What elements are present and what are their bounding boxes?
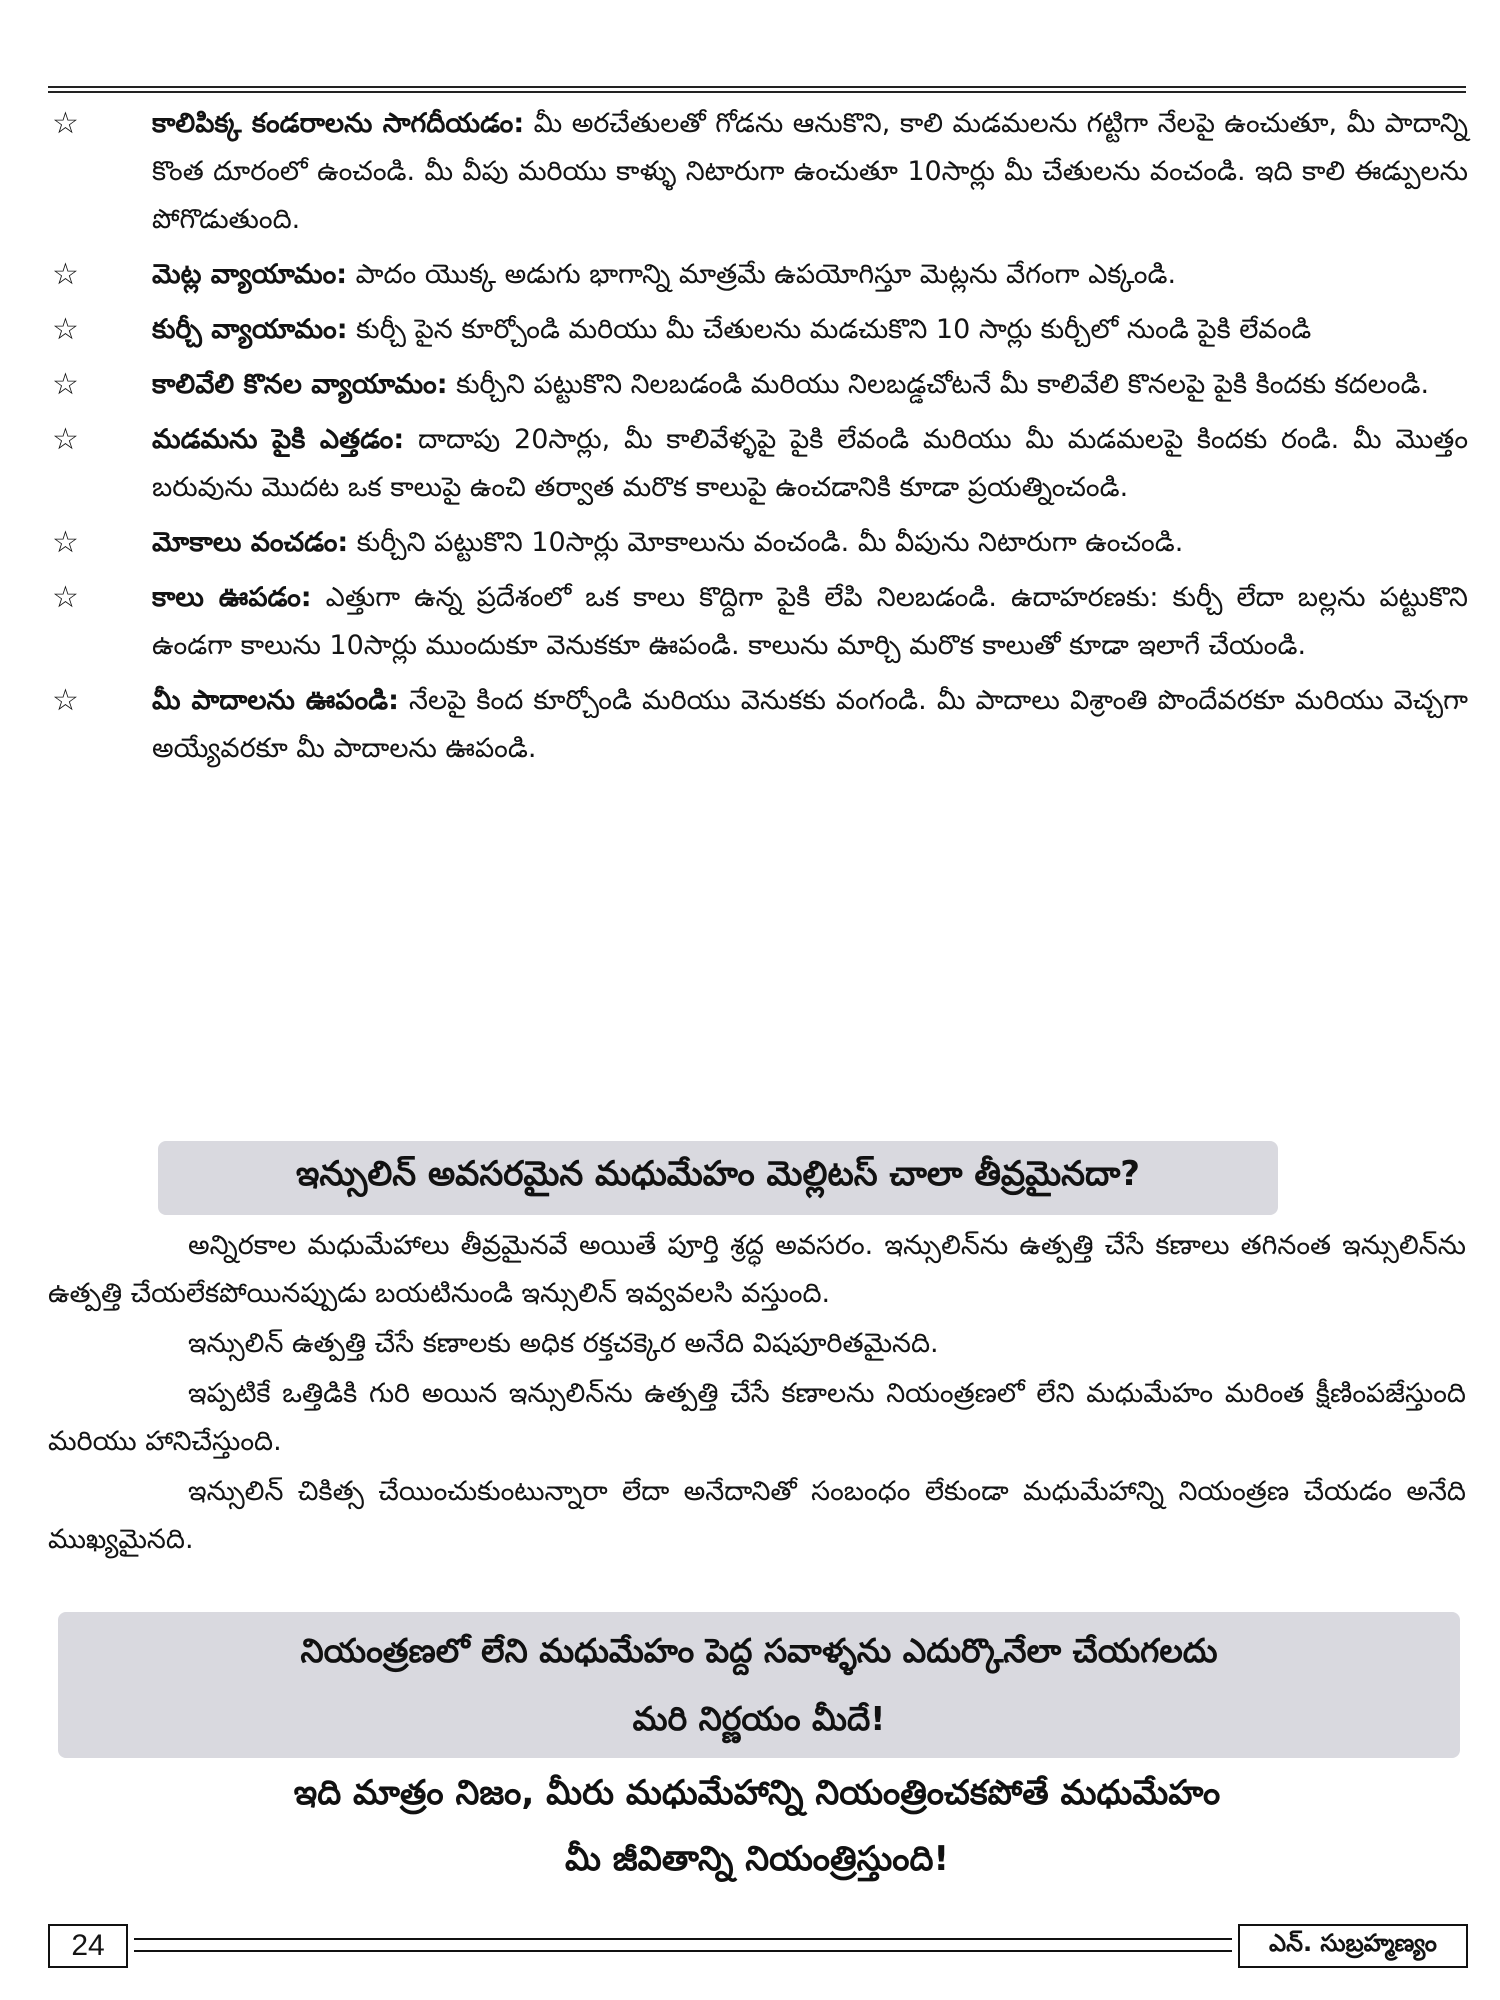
list-item-text	[152, 677, 1468, 773]
list-item	[48, 574, 1468, 670]
list-item-text	[152, 361, 1468, 409]
exercise-description: కుర్చీని పట్టుకొని 10సార్లు మోకాలును వంచండి. మీ వీపును నిటారుగా ఉంచండి.	[348, 527, 1184, 558]
list-item-text	[152, 306, 1468, 354]
paragraph: ఇన్సులిన్ చికిత్స చేయించుకుంటున్నారా లేదా అనేదానితో సంబంధం లేకుండా మధుమేహాన్ని నియంత్రణ చేయడం అనేది ముఖ్యమైనది.	[48, 1476, 1466, 1555]
section-heading: ఇన్సులిన్ అవసరమైన మధుమేహం మెల్లిటస్ చాలా తీవ్రమైనదా?	[158, 1141, 1278, 1215]
star-icon: ☆	[52, 106, 79, 141]
list-item-text	[152, 416, 1468, 512]
callout-line-2: మరి నిర్ణయం మీదే!	[632, 1699, 886, 1738]
exercise-description: ఎత్తుగా ఉన్న ప్రదేశంలో ఒక కాలు కొద్దిగా పైకి లేపి నిలబడండి. ఉదాహరణకు: కుర్చీ లేదా బల్లను పట్టుకొని ఉండగా కాలును 10సార్లు ముందుకూ వెనుకకూ ఊపండి. కాలును మార్చి మరొక కాలుతో కూడా ఇలాగే చేయండి.	[152, 582, 1468, 661]
list-item-text	[152, 519, 1468, 567]
exercise-term: మడమను పైకి ఎత్తడం:	[152, 424, 405, 455]
list-item	[48, 251, 1468, 299]
list-item	[48, 306, 1468, 354]
exercise-description: కుర్చీని పట్టుకొని నిలబడండి మరియు నిలబడ్డచోటనే మీ కాలివేలి కొనలపై పైకి కిందకు కదలండి.	[447, 369, 1430, 400]
star-icon: ☆	[52, 580, 79, 615]
star-icon: ☆	[52, 367, 79, 402]
star-icon: ☆	[52, 257, 79, 292]
list-item-text	[152, 251, 1468, 299]
exercise-term: కాలిపిక్క కండరాలను సాగదీయడం:	[152, 108, 525, 139]
exercise-description: కుర్చీ పైన కూర్చోండి మరియు మీ చేతులను మడచుకొని 10 సార్లు కుర్చీలో నుండి పైకి లేవండి	[347, 314, 1312, 345]
list-item	[48, 519, 1468, 567]
list-item	[48, 416, 1468, 512]
paragraph: ఇన్సులిన్ ఉత్పత్తి చేసే కణాలకు అధిక రక్తచక్కెర అనేది విషపూరితమైనది.	[188, 1328, 939, 1359]
exercise-description: దాదాపు 20సార్లు, మీ కాలివేళ్ళపై పైకి లేవండి మరియు మీ మడమలపై కిందకు రండి. మీ మొత్తం బరువును మొదట ఒక కాలుపై ఉంచి తర్వాత మరొక కాలుపై ఉంచడానికి కూడా ప్రయత్నించండి.	[152, 424, 1469, 503]
list-item-text	[152, 100, 1468, 244]
exercise-description: మీ అరచేతులతో గోడను ఆనుకొని, కాలి మడమలను గట్టిగా నేలపై ఉంచుతూ, మీ పాదాన్ని కొంత దూరంలో ఉంచండి. మీ వీపు మరియు కాళ్ళు నిటారుగా ఉంచుతూ 10సార్లు మీ చేతులను వంచండి. ఇది కాలి ఈడ్పులను పోగొడుతుంది.	[152, 108, 1468, 235]
exercise-term: మోకాలు వంచడం:	[152, 527, 349, 558]
star-icon: ☆	[52, 312, 79, 347]
page-footer	[48, 1924, 1468, 1970]
paragraph: అన్నిరకాల మధుమేహాలు తీవ్రమైనవే అయితే పూర్తి శ్రద్ధ అవసరం. ఇన్సులిన్‌ను ఉత్పత్తి చేసే కణాలు తగినంత ఇన్సులిన్‌ను ఉత్పత్తి చేయలేకపోయినప్పుడు బయటినుండి ఇన్సులిన్ ఇవ్వవలసి వస్తుంది.	[48, 1230, 1466, 1309]
star-icon: ☆	[52, 525, 79, 560]
callout-line-1: నియంత్రణలో లేని మధుమేహం పెద్ద సవాళ్ళను ఎదుర్కొనేలా చేయగలదు	[300, 1631, 1218, 1670]
closing-line-2: మీ జీవితాన్ని నియంత్రిస్తుంది!	[564, 1839, 950, 1879]
closing-line-1: ఇది మాత్రం నిజం, మీరు మధుమేహాన్ని నియంత్రించకపోతే మధుమేహం	[293, 1773, 1221, 1813]
exercise-description: నేలపై కింద కూర్చోండి మరియు వెనుకకు వంగండి. మీ పాదాలు విశ్రాంతి పొందేవరకూ మరియు వెచ్చగా అయ్యేవరకూ మీ పాదాలను ఊపండి.	[152, 685, 1468, 764]
exercise-term: కుర్చీ వ్యాయామం:	[152, 314, 348, 345]
closing-statement	[48, 1762, 1466, 1890]
list-item-text	[152, 574, 1468, 670]
author-name: ఎన్. సుబ్రహ్మణ్యం	[1238, 1924, 1468, 1968]
body-text	[48, 1222, 1466, 1566]
paragraph: ఇప్పటికే ఒత్తిడికి గురి అయిన ఇన్సులిన్‌ను ఉత్పత్తి చేసే కణాలను నియంత్రణలో లేని మధుమేహం మరింత క్షీణింపజేస్తుంది మరియు హానిచేస్తుంది.	[48, 1378, 1466, 1457]
footer-double-rule	[134, 1938, 1232, 1952]
exercise-term: కాలు ఊపడం:	[152, 582, 312, 613]
exercise-term: మెట్ల వ్యాయామం:	[152, 259, 348, 290]
exercise-description: పాదం యొక్క అడుగు భాగాన్ని మాత్రమే ఉపయోగిస్తూ మెట్లను వేగంగా ఎక్కండి.	[347, 259, 1177, 290]
exercise-term: కాలివేలి కొనల వ్యాయామం:	[152, 369, 448, 400]
star-icon: ☆	[52, 683, 79, 718]
top-double-rule	[48, 86, 1466, 93]
star-icon: ☆	[52, 422, 79, 457]
exercise-term: మీ పాదాలను ఊపండి:	[152, 685, 399, 716]
list-item	[48, 361, 1468, 409]
list-item	[48, 100, 1468, 244]
exercise-list	[48, 100, 1468, 780]
list-item	[48, 677, 1468, 773]
callout-box	[58, 1612, 1460, 1758]
page-number: 24	[48, 1924, 128, 1968]
